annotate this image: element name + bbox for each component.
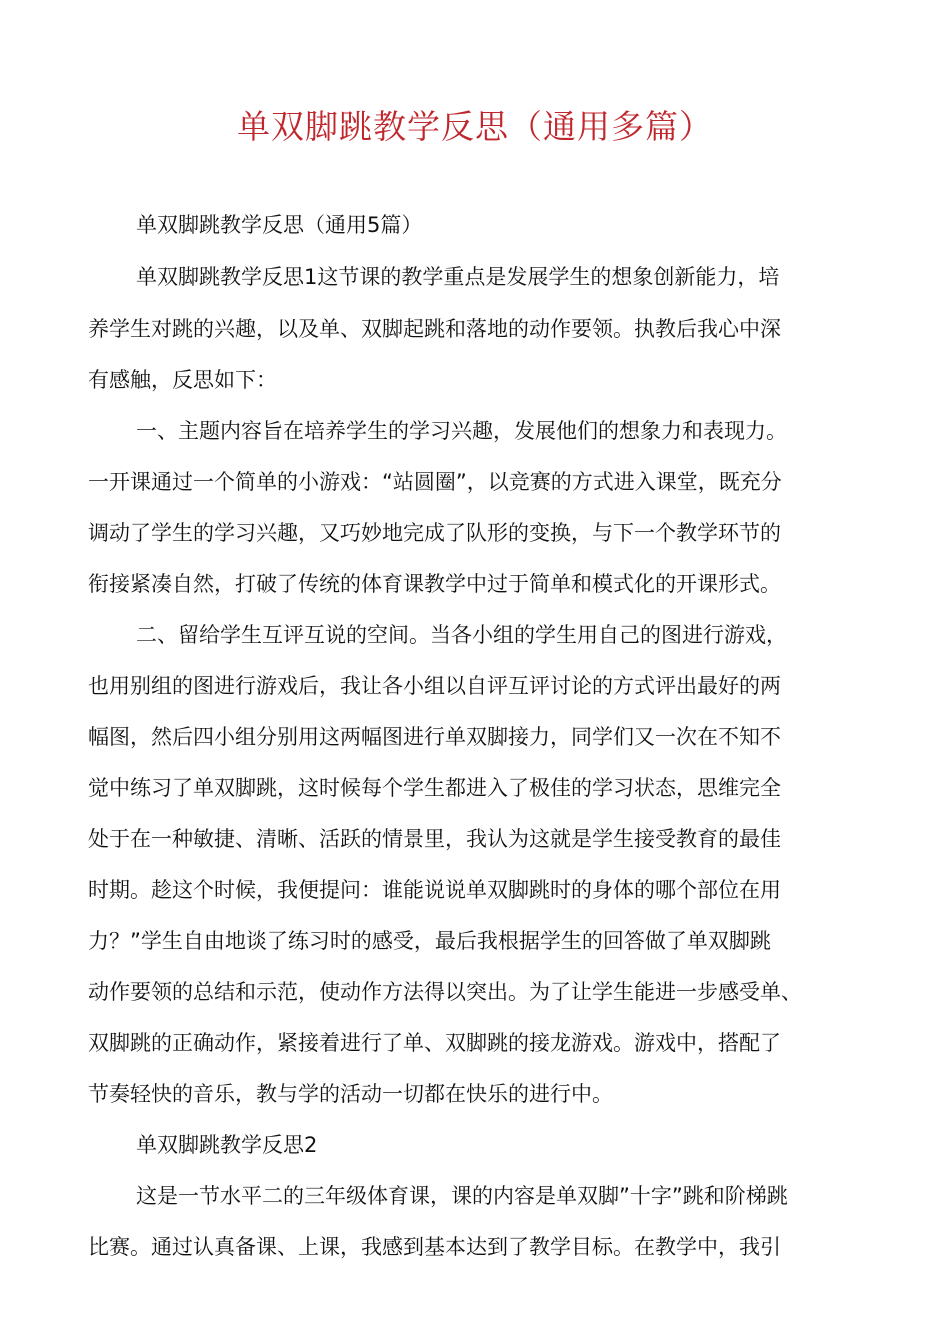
paragraph-line: 处于在一种敏捷、清晰、活跃的情景里，我认为这就是学生接受教育的最佳 [88,827,781,851]
paragraph-line: 养学生对跳的兴趣，以及单、双脚起跳和落地的动作要领。执教后我心中深 [88,317,781,341]
paragraph-line: 调动了学生的学习兴趣，又巧妙地完成了队形的变换，与下一个教学环节的 [88,521,781,545]
paragraph-line: 衔接紧凑自然，打破了传统的体育课教学中过于简单和模式化的开课形式。 [88,572,781,596]
paragraph-line: 时期。趁这个时候，我便提问：谁能说说单双脚跳时的身体的哪个部位在用 [88,878,781,902]
paragraph-line: 双脚跳的正确动作，紧接着进行了单、双脚跳的接龙游戏。游戏中，搭配了 [88,1031,781,1055]
paragraph-line: 觉中练习了单双脚跳，这时候每个学生都进入了极佳的学习状态，思维完全 [88,776,781,800]
paragraph-line: 节奏轻快的音乐，教与学的活动一切都在快乐的进行中。 [88,1082,613,1106]
paragraph-line: 一、主题内容旨在培养学生的学习兴趣，发展他们的想象力和表现力。 [136,419,787,443]
paragraph-line: 单双脚跳教学反思1这节课的教学重点是发展学生的想象创新能力，培 [136,265,780,289]
paragraph-line: 一开课通过一个简单的小游戏：“站圆圈”，以竞赛的方式进入课堂，既充分 [88,470,782,494]
paragraph-line: 动作要领的总结和示范，使动作方法得以突出。为了让学生能进一步感受单、 [88,980,802,1004]
paragraph-line: 单双脚跳教学反思（通用5篇） [136,213,423,237]
paragraph-line: 力？”学生自由地谈了练习时的感受，最后我根据学生的回答做了单双脚跳 [88,929,771,953]
paragraph-line: 比赛。通过认真备课、上课，我感到基本达到了教学目标。在教学中，我引 [88,1235,781,1259]
document-title: 单双脚跳教学反思（通用多篇） [237,107,713,146]
paragraph-line: 这是一节水平二的三年级体育课，课的内容是单双脚”十字”跳和阶梯跳 [136,1184,788,1208]
paragraph-line: 二、留给学生互评互说的空间。当各小组的学生用自己的图进行游戏， [136,623,787,647]
paragraph-line: 有感触，反思如下： [88,368,277,392]
paragraph-line: 幅图，然后四小组分别用这两幅图进行单双脚接力，同学们又一次在不知不 [88,725,781,749]
paragraph-line: 也用别组的图进行游戏后，我让各小组以自评互评讨论的方式评出最好的两 [88,674,781,698]
section-heading: 单双脚跳教学反思2 [136,1133,318,1157]
